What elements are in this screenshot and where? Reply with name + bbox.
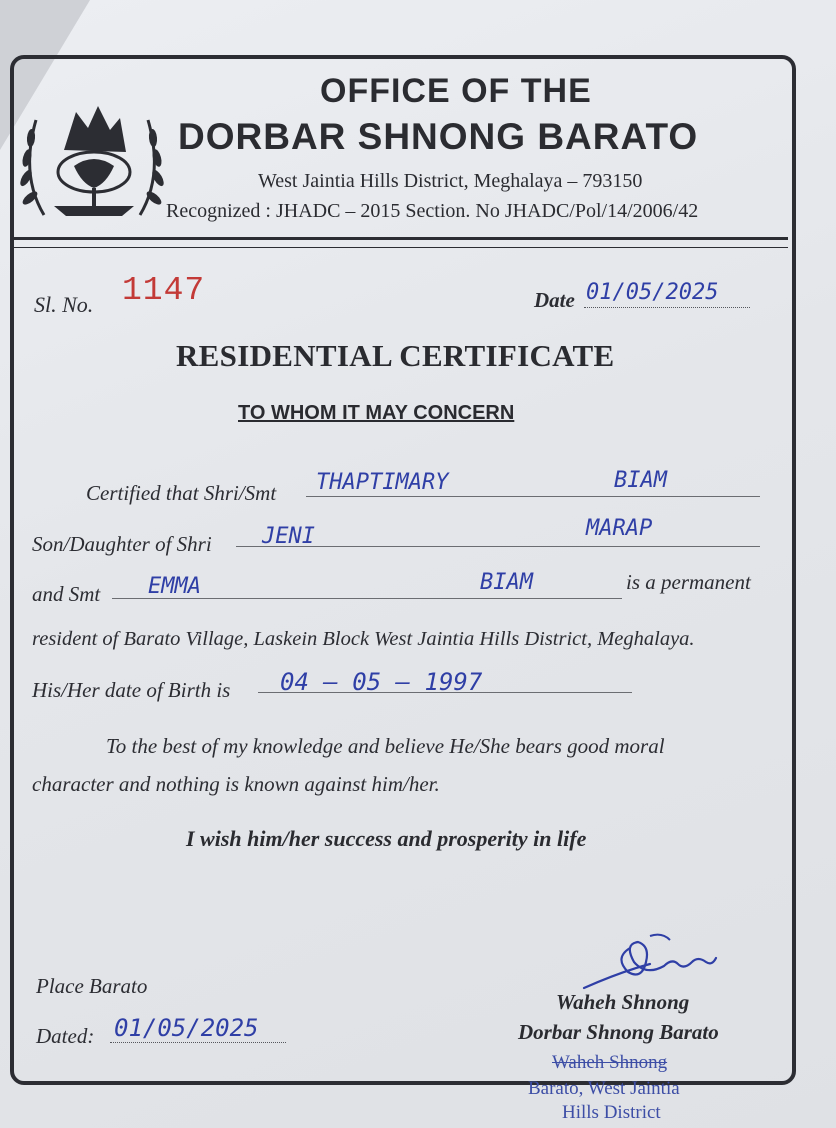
dob-label: His/Her date of Birth is xyxy=(32,678,231,702)
certificate-title: RESIDENTIAL CERTIFICATE xyxy=(176,338,615,373)
stamp-line-1: Waheh Shnong xyxy=(552,1052,668,1073)
dated-value: 01/05/2025 xyxy=(114,1014,259,1042)
certified-label: Certified that Shri/Smt xyxy=(86,481,277,505)
name-first: THAPTIMARY xyxy=(316,470,449,495)
serial-number: 1147 xyxy=(122,272,206,309)
name-underline xyxy=(306,496,760,497)
parent-label: Son/Daughter of Shri xyxy=(32,532,212,556)
salutation: TO WHOM IT MAY CONCERN xyxy=(238,402,515,424)
organization-heading: DORBAR SHNONG BARATO xyxy=(178,116,699,157)
mother-label: and Smt xyxy=(32,582,101,606)
serial-label: Sl. No. xyxy=(34,292,94,317)
stamp-line-3: Hills District xyxy=(562,1102,661,1123)
signatory-title: Waheh Shnong xyxy=(556,990,690,1014)
mother-first: EMMA xyxy=(148,574,201,599)
dated-dotted-line xyxy=(110,1042,286,1043)
recognition-line: Recognized : JHADC – 2015 Section. No JHADC/Pol/14/2006/42 xyxy=(166,200,699,222)
father-last: MARAP xyxy=(586,516,653,541)
office-heading: OFFICE OF THE xyxy=(320,72,592,110)
stamp-line-2: Barato, West Jaintia xyxy=(528,1078,680,1099)
character-line-1: To the best of my knowledge and believe He/She bears good moral xyxy=(106,734,665,758)
date-dotted-line xyxy=(584,307,750,308)
place-label: Place Barato xyxy=(36,974,148,998)
header-divider xyxy=(10,237,788,248)
signatory-organization: Dorbar Shnong Barato xyxy=(518,1020,719,1044)
emblem-icon xyxy=(14,80,170,230)
wish-line: I wish him/her success and prosperity in life xyxy=(186,826,587,851)
signature-icon xyxy=(580,928,720,998)
dated-label: Dated: xyxy=(36,1024,95,1048)
address-line: West Jaintia Hills District, Meghalaya – 793150 xyxy=(258,170,643,192)
date-label: Date xyxy=(534,288,575,312)
name-last: BIAM xyxy=(614,468,667,493)
character-line-2: character and nothing is known against him/her. xyxy=(32,772,440,796)
date-value: 01/05/2025 xyxy=(586,280,719,305)
permanent-label: is a permanent xyxy=(626,570,751,594)
residence-line: resident of Barato Village, Laskein Block West Jaintia Hills District, Meghalaya. xyxy=(32,628,695,650)
mother-last: BIAM xyxy=(480,570,533,595)
father-first: JENI xyxy=(262,524,315,549)
dob-value: 04 – 05 – 1997 xyxy=(280,668,483,696)
